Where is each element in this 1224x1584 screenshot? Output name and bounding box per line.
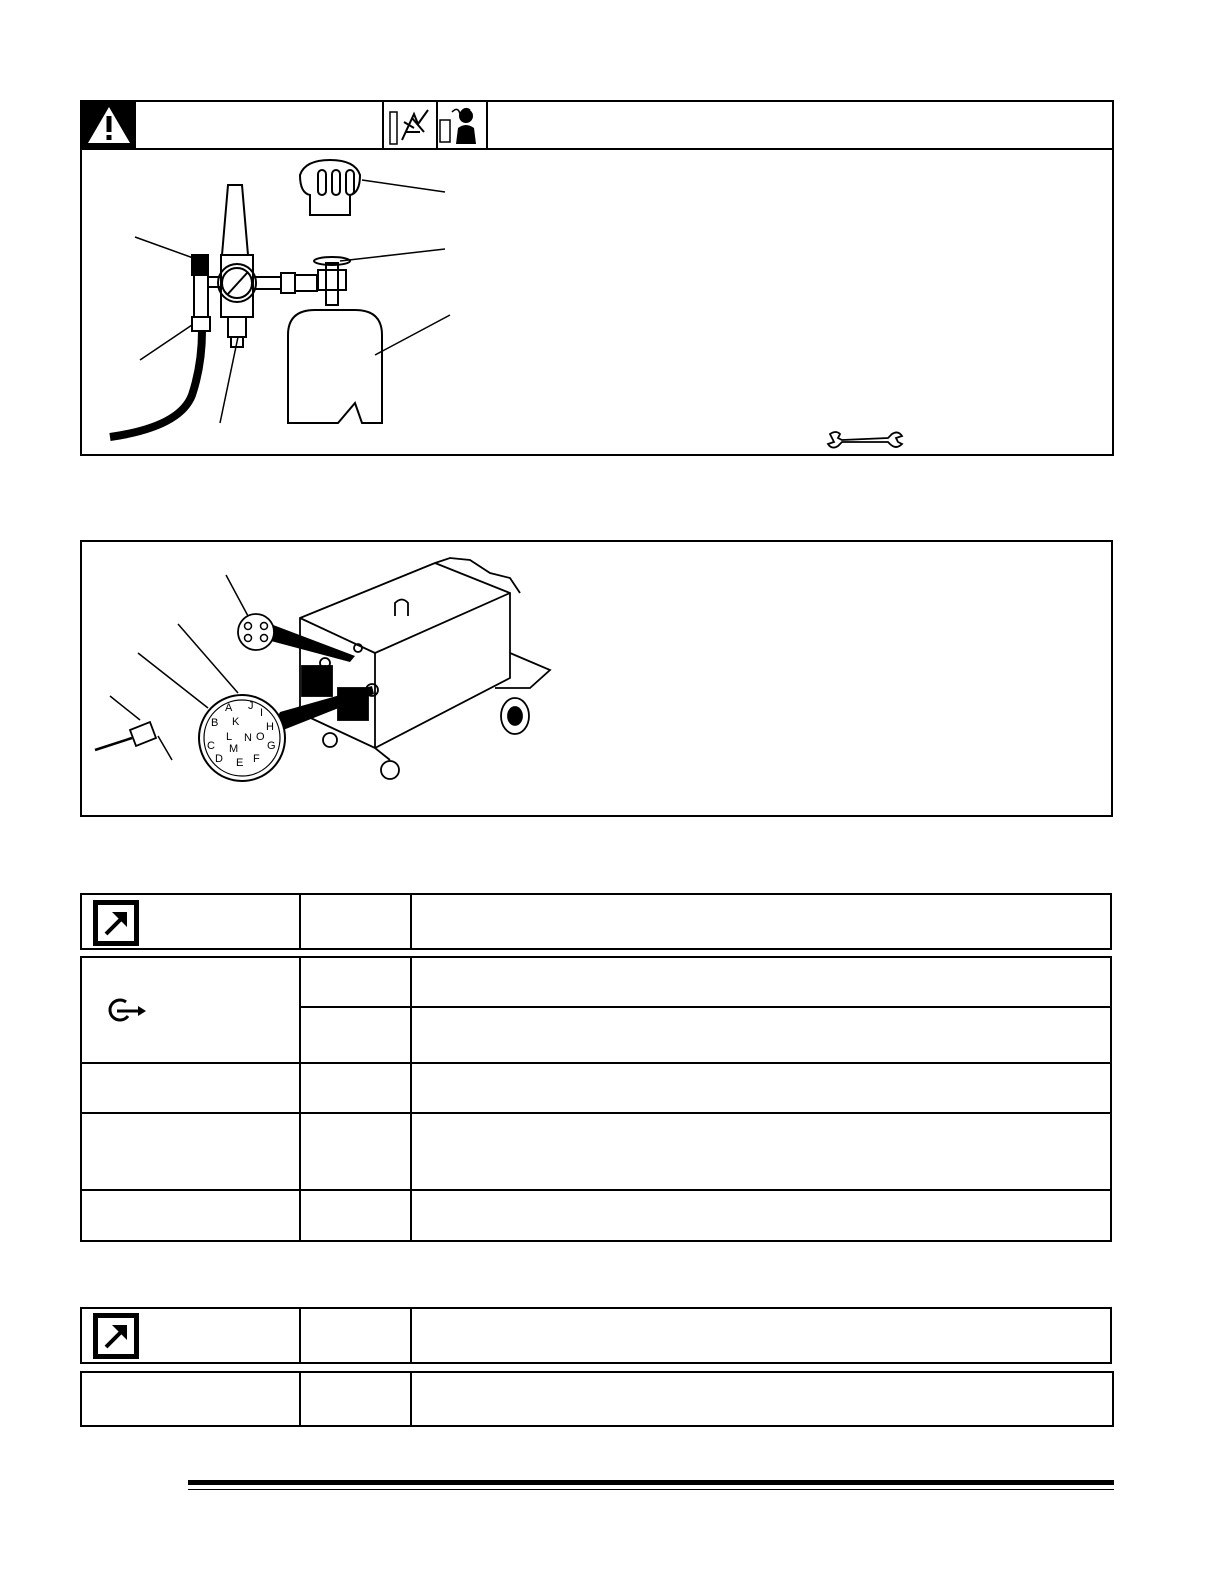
table2-row2-col2 [299,1006,412,1064]
table2-row2-col3 [410,1006,1112,1064]
table2-row5-col2 [299,1189,412,1242]
regulator-cylinder-illustration [100,155,470,450]
welder-machine-illustration [90,548,560,803]
arrow-icon [93,1313,139,1359]
table2-row1-col3 [410,956,1112,1008]
connector-pin-label: I [260,707,264,719]
footer-rule-thick [188,1480,1114,1485]
table2-row5-col3 [410,1189,1112,1242]
table2-icon-cell [80,956,301,1064]
table3-row1-col1 [80,1307,301,1364]
table2-row4-col1 [80,1112,301,1191]
table2-row5-col1 [80,1189,301,1242]
table2-row3-col2 [299,1062,412,1114]
table1-row1-col2 [299,893,412,950]
cylinder-explosion-hazard-icon [382,102,438,148]
table4-row1-col2 [299,1371,412,1427]
table2-row1-col2 [299,956,412,1008]
connector-pin-label: H [266,721,274,733]
connector-pin-label: E [236,757,244,769]
footer-rule-thin [188,1489,1114,1490]
connector-pin-label: L [226,731,233,743]
table2-row3-col1 [80,1062,301,1114]
table3-row1-col2 [299,1307,412,1364]
connector-pin-label: O [256,731,265,743]
arrow-icon [93,900,139,946]
table1-row1-col1 [80,893,301,950]
connector-pin-label: B [211,717,219,729]
warning-icon [82,102,136,148]
table1-row1-col3 [410,893,1112,950]
table4-row1-col3 [410,1371,1114,1427]
table2-row3-col3 [410,1062,1112,1114]
connector-pin-label: A [225,702,233,714]
table3-row1-col3 [410,1307,1112,1364]
fumes-hazard-icon [436,102,488,148]
gas-output-icon [104,996,150,1026]
table2-row4-col3 [410,1112,1112,1191]
wrench-icon [826,430,904,450]
table4-row1-col1 [80,1371,301,1427]
connector-pin-label: F [253,753,260,765]
connector-pin-label: C [207,740,215,752]
connector-pin-label: K [232,716,240,728]
connector-pin-label: J [248,700,254,712]
table2-row4-col2 [299,1112,412,1191]
connector-pin-label: N [244,732,252,744]
connector-pin-label: D [215,753,223,765]
connector-pin-label: G [267,740,276,752]
connector-pin-label: M [229,743,239,755]
